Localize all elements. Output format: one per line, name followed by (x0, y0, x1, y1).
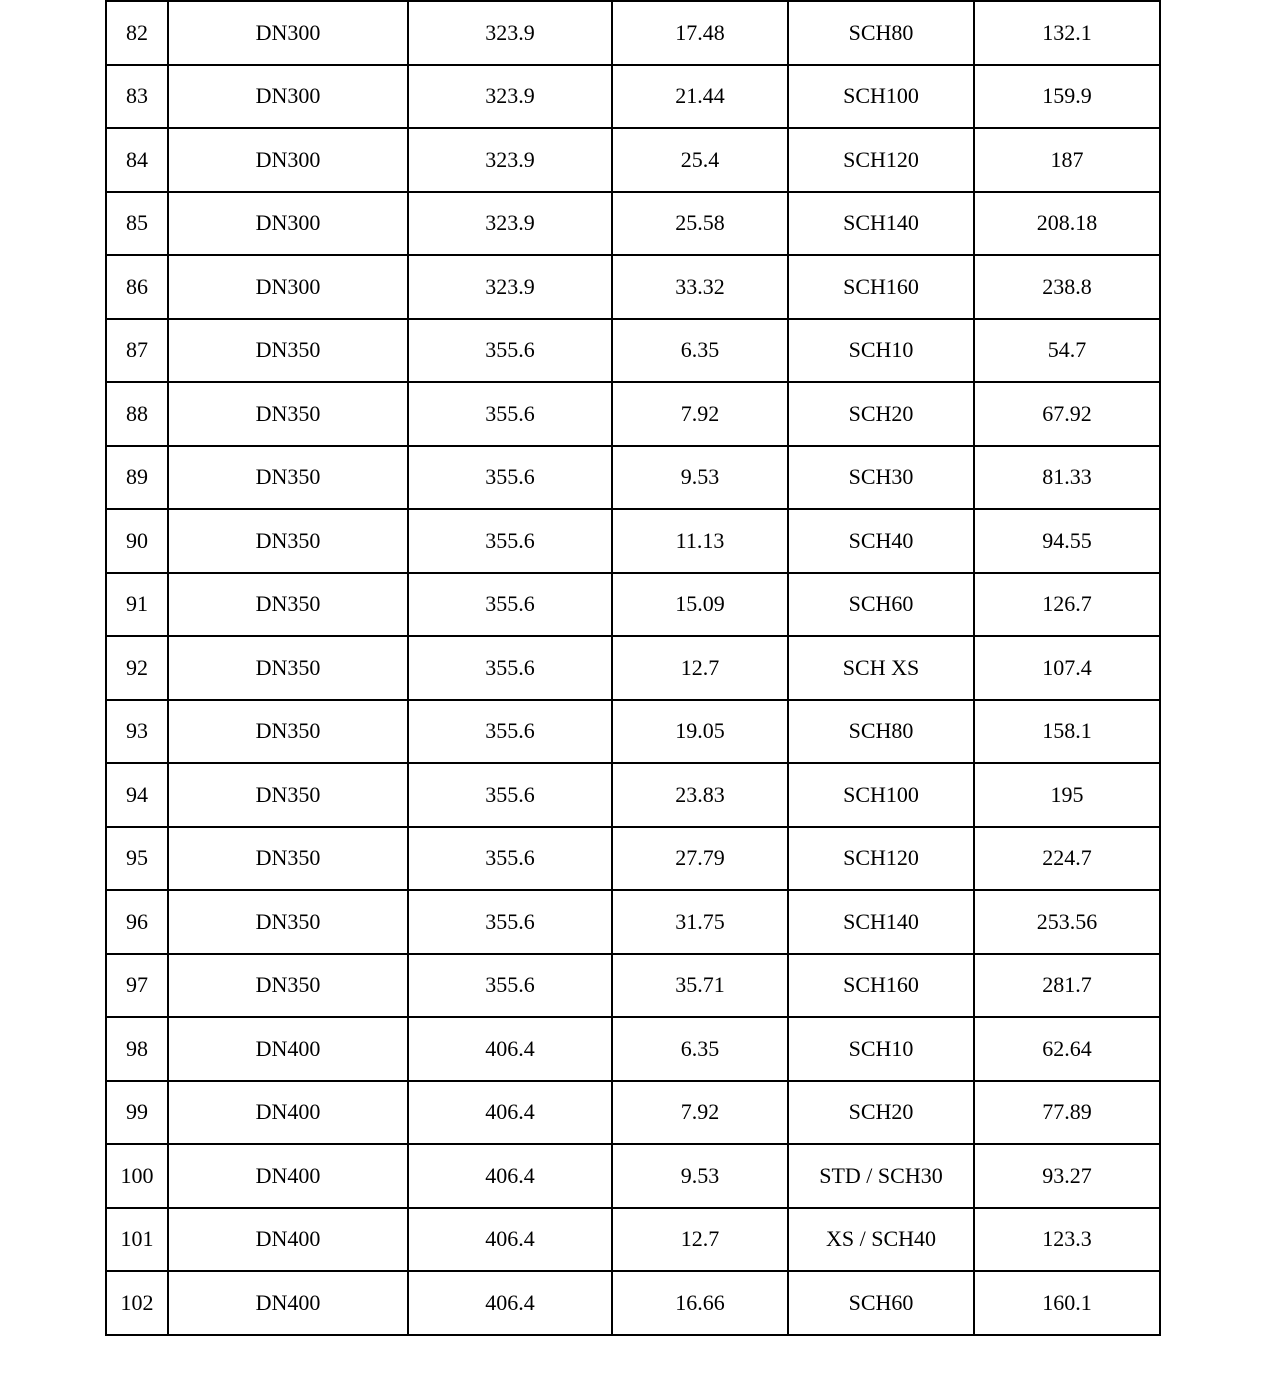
row-number-cell: 93 (106, 700, 168, 764)
schedule-cell: SCH60 (788, 1271, 974, 1335)
nominal-diameter-cell: DN350 (168, 446, 408, 510)
schedule-cell: SCH120 (788, 827, 974, 891)
wall-thickness-cell: 25.4 (612, 128, 788, 192)
wall-thickness-cell: 12.7 (612, 636, 788, 700)
row-number-cell: 95 (106, 827, 168, 891)
nominal-diameter-cell: DN350 (168, 636, 408, 700)
table-row (106, 1144, 1160, 1208)
outer-diameter-cell: 406.4 (408, 1208, 612, 1272)
outer-diameter-cell: 323.9 (408, 192, 612, 256)
weight-cell: 208.18 (974, 192, 1160, 256)
table-row (106, 827, 1160, 891)
table-row (106, 890, 1160, 954)
weight-cell: 54.7 (974, 319, 1160, 383)
row-number-cell: 100 (106, 1144, 168, 1208)
schedule-cell: SCH80 (788, 700, 974, 764)
row-number-cell: 91 (106, 573, 168, 637)
wall-thickness-cell: 6.35 (612, 319, 788, 383)
outer-diameter-cell: 355.6 (408, 890, 612, 954)
row-number-cell: 99 (106, 1081, 168, 1145)
table-row (106, 573, 1160, 637)
nominal-diameter-cell: DN300 (168, 128, 408, 192)
outer-diameter-cell: 355.6 (408, 446, 612, 510)
table-row (106, 509, 1160, 573)
nominal-diameter-cell: DN400 (168, 1081, 408, 1145)
outer-diameter-cell: 355.6 (408, 954, 612, 1018)
table-row (106, 763, 1160, 827)
nominal-diameter-cell: DN350 (168, 382, 408, 446)
row-number-cell: 85 (106, 192, 168, 256)
schedule-cell: SCH60 (788, 573, 974, 637)
row-number-cell: 87 (106, 319, 168, 383)
nominal-diameter-cell: DN350 (168, 509, 408, 573)
wall-thickness-cell: 9.53 (612, 446, 788, 510)
row-number-cell: 97 (106, 954, 168, 1018)
table-row (106, 319, 1160, 383)
outer-diameter-cell: 323.9 (408, 1, 612, 65)
outer-diameter-cell: 323.9 (408, 65, 612, 129)
table-row (106, 1, 1160, 65)
nominal-diameter-cell: DN350 (168, 827, 408, 891)
schedule-cell: SCH XS (788, 636, 974, 700)
schedule-cell: SCH140 (788, 890, 974, 954)
row-number-cell: 84 (106, 128, 168, 192)
table-row (106, 255, 1160, 319)
row-number-cell: 88 (106, 382, 168, 446)
schedule-cell: STD / SCH30 (788, 1144, 974, 1208)
nominal-diameter-cell: DN400 (168, 1208, 408, 1272)
row-number-cell: 94 (106, 763, 168, 827)
nominal-diameter-cell: DN350 (168, 890, 408, 954)
row-number-cell: 86 (106, 255, 168, 319)
wall-thickness-cell: 35.71 (612, 954, 788, 1018)
outer-diameter-cell: 355.6 (408, 763, 612, 827)
schedule-cell: SCH100 (788, 65, 974, 129)
outer-diameter-cell: 355.6 (408, 319, 612, 383)
nominal-diameter-cell: DN400 (168, 1144, 408, 1208)
table-body (106, 1, 1160, 1335)
schedule-cell: SCH160 (788, 954, 974, 1018)
outer-diameter-cell: 355.6 (408, 827, 612, 891)
weight-cell: 107.4 (974, 636, 1160, 700)
wall-thickness-cell: 11.13 (612, 509, 788, 573)
row-number-cell: 98 (106, 1017, 168, 1081)
row-number-cell: 89 (106, 446, 168, 510)
outer-diameter-cell: 323.9 (408, 255, 612, 319)
schedule-cell: SCH120 (788, 128, 974, 192)
wall-thickness-cell: 21.44 (612, 65, 788, 129)
schedule-cell: SCH100 (788, 763, 974, 827)
wall-thickness-cell: 9.53 (612, 1144, 788, 1208)
row-number-cell: 102 (106, 1271, 168, 1335)
nominal-diameter-cell: DN300 (168, 192, 408, 256)
wall-thickness-cell: 31.75 (612, 890, 788, 954)
table-row (106, 128, 1160, 192)
row-number-cell: 83 (106, 65, 168, 129)
weight-cell: 253.56 (974, 890, 1160, 954)
table-row (106, 446, 1160, 510)
weight-cell: 160.1 (974, 1271, 1160, 1335)
schedule-cell: XS / SCH40 (788, 1208, 974, 1272)
table-row (106, 1017, 1160, 1081)
table-row (106, 700, 1160, 764)
weight-cell: 132.1 (974, 1, 1160, 65)
nominal-diameter-cell: DN300 (168, 255, 408, 319)
weight-cell: 81.33 (974, 446, 1160, 510)
nominal-diameter-cell: DN350 (168, 700, 408, 764)
wall-thickness-cell: 15.09 (612, 573, 788, 637)
nominal-diameter-cell: DN350 (168, 954, 408, 1018)
weight-cell: 93.27 (974, 1144, 1160, 1208)
wall-thickness-cell: 33.32 (612, 255, 788, 319)
outer-diameter-cell: 355.6 (408, 573, 612, 637)
schedule-cell: SCH140 (788, 192, 974, 256)
table-row (106, 192, 1160, 256)
outer-diameter-cell: 355.6 (408, 382, 612, 446)
weight-cell: 67.92 (974, 382, 1160, 446)
wall-thickness-cell: 12.7 (612, 1208, 788, 1272)
schedule-cell: SCH20 (788, 382, 974, 446)
wall-thickness-cell: 6.35 (612, 1017, 788, 1081)
outer-diameter-cell: 406.4 (408, 1081, 612, 1145)
table-row (106, 382, 1160, 446)
weight-cell: 94.55 (974, 509, 1160, 573)
wall-thickness-cell: 23.83 (612, 763, 788, 827)
row-number-cell: 101 (106, 1208, 168, 1272)
table-row (106, 65, 1160, 129)
weight-cell: 281.7 (974, 954, 1160, 1018)
nominal-diameter-cell: DN400 (168, 1017, 408, 1081)
outer-diameter-cell: 355.6 (408, 700, 612, 764)
schedule-cell: SCH40 (788, 509, 974, 573)
row-number-cell: 92 (106, 636, 168, 700)
wall-thickness-cell: 16.66 (612, 1271, 788, 1335)
outer-diameter-cell: 406.4 (408, 1144, 612, 1208)
row-number-cell: 90 (106, 509, 168, 573)
weight-cell: 159.9 (974, 65, 1160, 129)
schedule-cell: SCH10 (788, 1017, 974, 1081)
weight-cell: 224.7 (974, 827, 1160, 891)
nominal-diameter-cell: DN300 (168, 1, 408, 65)
weight-cell: 158.1 (974, 700, 1160, 764)
pipe-spec-table (105, 0, 1161, 1336)
weight-cell: 195 (974, 763, 1160, 827)
outer-diameter-cell: 323.9 (408, 128, 612, 192)
row-number-cell: 96 (106, 890, 168, 954)
weight-cell: 77.89 (974, 1081, 1160, 1145)
schedule-cell: SCH10 (788, 319, 974, 383)
wall-thickness-cell: 7.92 (612, 382, 788, 446)
nominal-diameter-cell: DN350 (168, 763, 408, 827)
table-row (106, 1271, 1160, 1335)
table-row (106, 1208, 1160, 1272)
table-row (106, 636, 1160, 700)
weight-cell: 187 (974, 128, 1160, 192)
nominal-diameter-cell: DN350 (168, 573, 408, 637)
outer-diameter-cell: 355.6 (408, 636, 612, 700)
schedule-cell: SCH30 (788, 446, 974, 510)
wall-thickness-cell: 27.79 (612, 827, 788, 891)
weight-cell: 62.64 (974, 1017, 1160, 1081)
nominal-diameter-cell: DN300 (168, 65, 408, 129)
nominal-diameter-cell: DN400 (168, 1271, 408, 1335)
row-number-cell: 82 (106, 1, 168, 65)
wall-thickness-cell: 25.58 (612, 192, 788, 256)
outer-diameter-cell: 406.4 (408, 1271, 612, 1335)
outer-diameter-cell: 355.6 (408, 509, 612, 573)
wall-thickness-cell: 19.05 (612, 700, 788, 764)
schedule-cell: SCH20 (788, 1081, 974, 1145)
wall-thickness-cell: 17.48 (612, 1, 788, 65)
table-row (106, 954, 1160, 1018)
nominal-diameter-cell: DN350 (168, 319, 408, 383)
outer-diameter-cell: 406.4 (408, 1017, 612, 1081)
table-row (106, 1081, 1160, 1145)
schedule-cell: SCH160 (788, 255, 974, 319)
wall-thickness-cell: 7.92 (612, 1081, 788, 1145)
weight-cell: 123.3 (974, 1208, 1160, 1272)
weight-cell: 238.8 (974, 255, 1160, 319)
weight-cell: 126.7 (974, 573, 1160, 637)
schedule-cell: SCH80 (788, 1, 974, 65)
